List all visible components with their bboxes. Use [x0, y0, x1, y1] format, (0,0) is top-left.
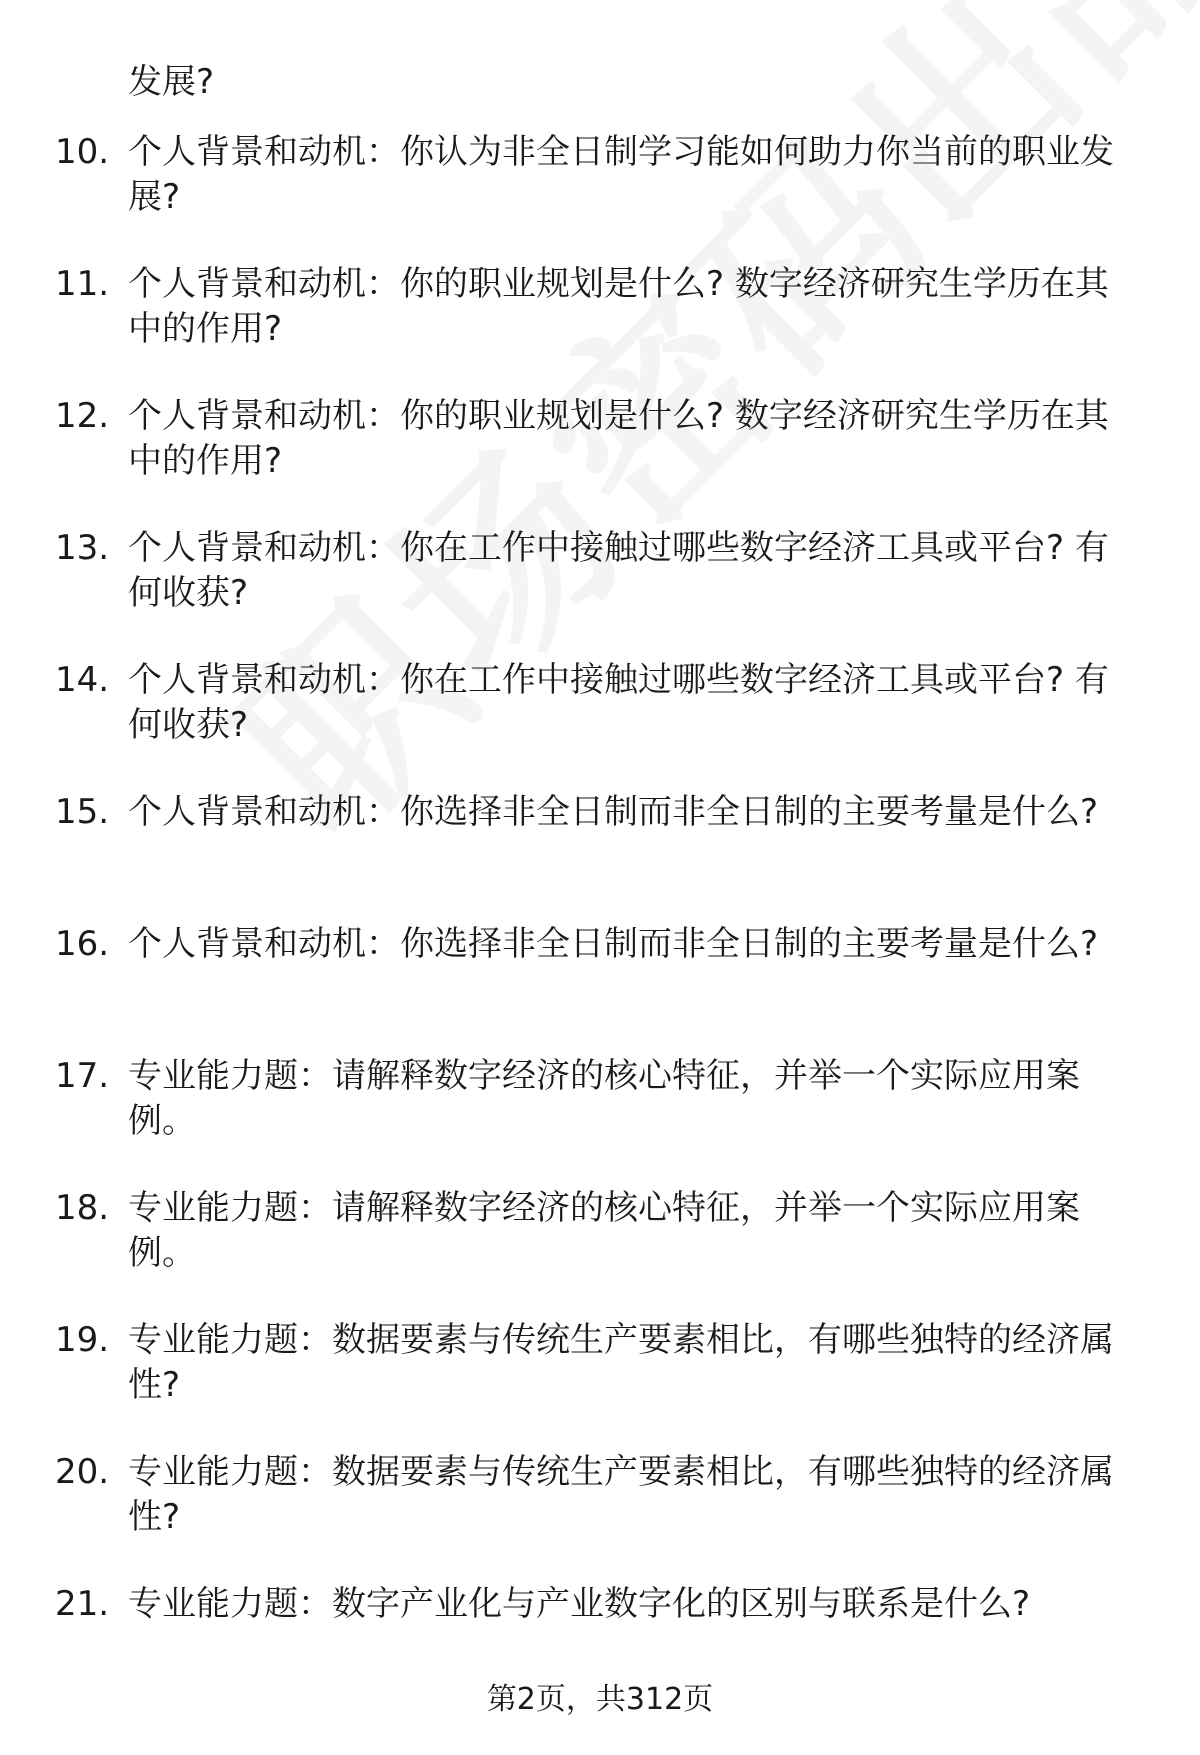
question-text: 个人背景和动机：你在工作中接触过哪些数字经济工具或平台? 有何收获?: [128, 660, 1109, 745]
question-text: 专业能力题：数据要素与传统生产要素相比，有哪些独特的经济属性?: [128, 1320, 1114, 1405]
question-number: 17.: [55, 1056, 110, 1096]
question-number: 13.: [55, 528, 110, 568]
question-number: 15.: [55, 792, 110, 832]
question-text: 专业能力题：数据要素与传统生产要素相比，有哪些独特的经济属性?: [128, 1452, 1114, 1537]
question-text: 个人背景和动机：你认为非全日制学习能如何助力你当前的职业发展?: [128, 132, 1114, 217]
question-text: 个人背景和动机：你的职业规划是什么? 数字经济研究生学历在其中的作用?: [128, 264, 1109, 349]
question-number: 16.: [55, 924, 110, 964]
question-text: 专业能力题：请解释数字经济的核心特征，并举一个实际应用案例。: [128, 1056, 1080, 1141]
question-number: 19.: [55, 1320, 110, 1360]
page-footer: 第2页，共312页: [486, 1682, 714, 1717]
question-text: 个人背景和动机：你选择非全日制而非全日制的主要考量是什么?: [128, 924, 1099, 964]
question-number: 18.: [55, 1188, 110, 1228]
question-text: 专业能力题：请解释数字经济的核心特征，并举一个实际应用案例。: [128, 1188, 1080, 1273]
question-text: 个人背景和动机：你选择非全日制而非全日制的主要考量是什么?: [128, 792, 1099, 832]
question-text: 个人背景和动机：你的职业规划是什么? 数字经济研究生学历在其中的作用?: [128, 396, 1109, 481]
question-number: 21.: [55, 1584, 110, 1624]
question-text: 专业能力题：数字产业化与产业数字化的区别与联系是什么?: [128, 1584, 1031, 1624]
question-text: 个人背景和动机：你在工作中接触过哪些数字经济工具或平台? 有何收获?: [128, 528, 1109, 613]
question-number: 11.: [55, 264, 110, 304]
question-number: 14.: [55, 660, 110, 700]
question-number: 12.: [55, 396, 110, 436]
question-number: 10.: [55, 132, 110, 172]
question-number: 20.: [55, 1452, 110, 1492]
continued-question-text: 发展?: [128, 62, 215, 102]
